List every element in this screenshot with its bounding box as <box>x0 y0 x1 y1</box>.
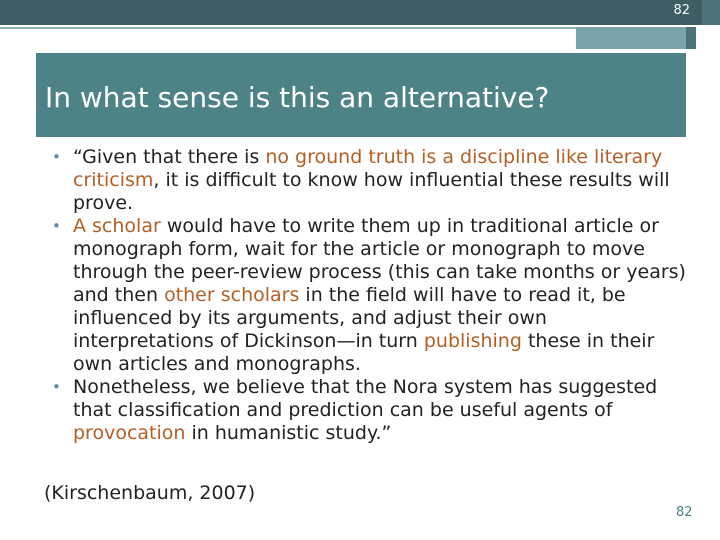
bullet-text: , it is difficult to know how influential these results will prove. <box>73 169 670 214</box>
accent-block <box>576 27 686 49</box>
footer-page-number: 82 <box>676 505 693 520</box>
bullet-marker: • <box>52 378 61 396</box>
citation: (Kirschenbaum, 2007) <box>44 482 256 504</box>
bullet-marker: • <box>52 217 61 235</box>
highlighted-text: A scholar <box>73 215 161 237</box>
slide-body <box>52 146 692 445</box>
header-page-number: 82 <box>673 3 690 18</box>
highlighted-text: publishing <box>423 330 522 352</box>
slide-title: In what sense is this an alternative? <box>45 81 550 114</box>
bullet-marker: • <box>52 148 61 166</box>
bullet-text: Nonetheless, we believe that the Nora system has suggested that classification and prediction can be useful agents of <box>73 376 658 421</box>
bullet-item <box>52 146 692 215</box>
highlighted-text: no ground truth is a discipline like literary criticism <box>73 146 663 191</box>
accent-strip <box>686 27 696 49</box>
top-bar <box>0 0 702 25</box>
bullet-text: in the field will have to read it, be influenced by its arguments, and adjust their own interpretations of Dickinson—in turn <box>73 284 626 352</box>
bullet-text: “Given that there is <box>73 146 266 168</box>
highlighted-text: other scholars <box>164 284 300 306</box>
bullet-text: these in their own articles and monographs. <box>73 330 655 375</box>
top-bar-corner <box>702 0 720 25</box>
accent-line <box>0 27 576 29</box>
bullet-text: would have to write them up in traditional article or monograph form, wait for the article or monograph to move through the peer-review process (this can take months or years) and then <box>73 215 686 306</box>
bullet-item <box>52 376 692 445</box>
bullet-text: in humanistic study.” <box>185 422 392 444</box>
highlighted-text: provocation <box>73 422 186 444</box>
bullet-item <box>52 215 692 376</box>
